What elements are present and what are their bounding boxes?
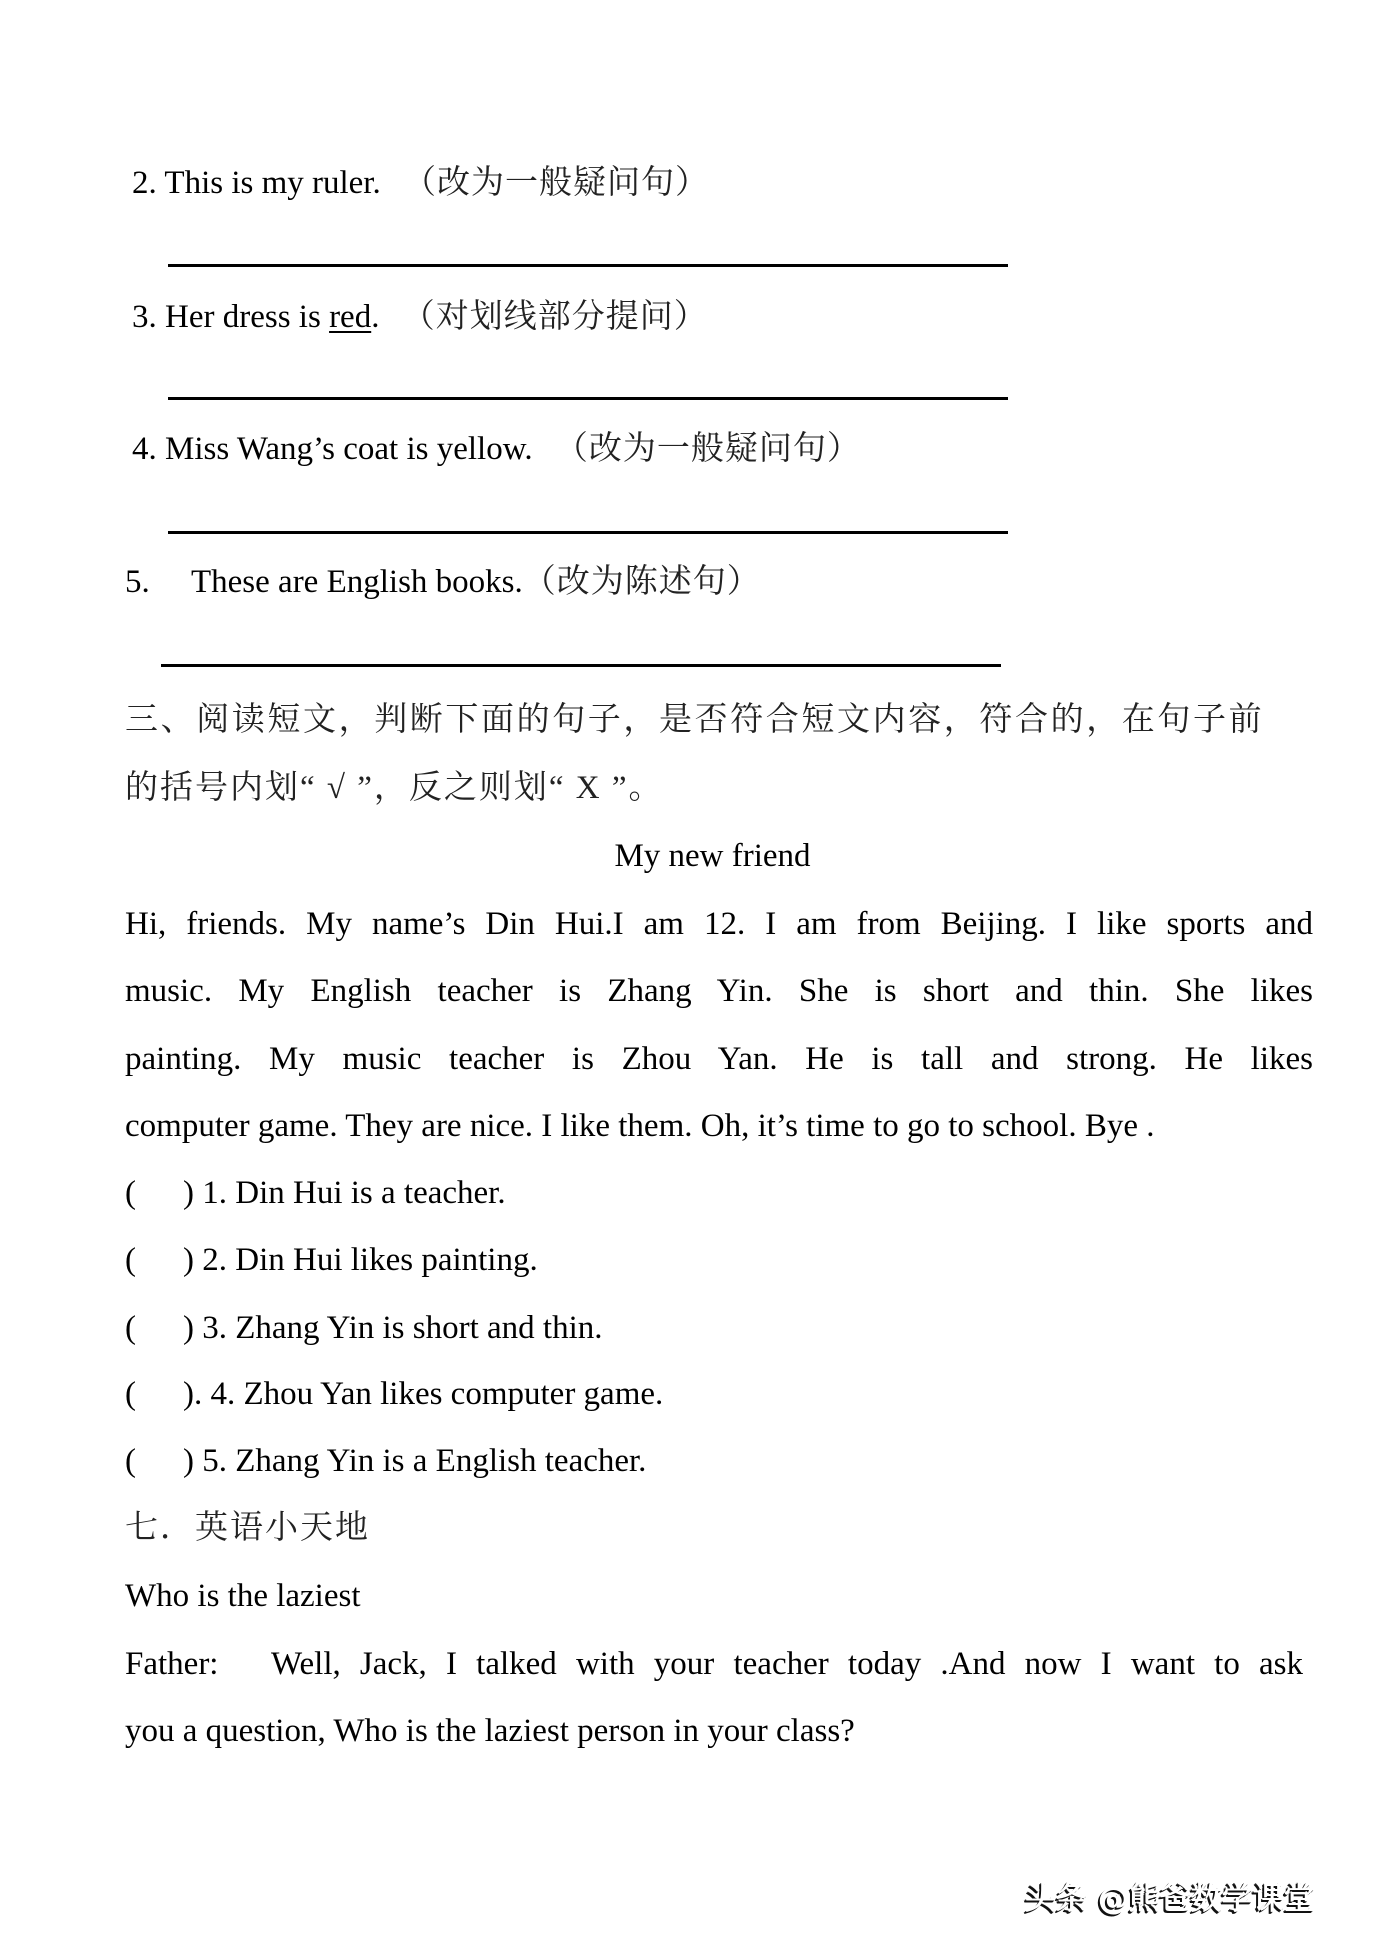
answer-bracket-open[interactable]: ( <box>125 1175 136 1211</box>
answer-line-3[interactable] <box>168 397 1008 400</box>
passage-title: My new friend <box>614 838 811 874</box>
answer-bracket-close: ) <box>183 1443 194 1479</box>
section-heading: 七．英语小天地 <box>125 1510 370 1546</box>
answer-line-5[interactable] <box>161 664 1001 667</box>
statement-text: 2. Din Hui likes painting. <box>202 1242 538 1278</box>
speaker-label: Father: <box>125 1646 219 1682</box>
item-instruction: （改为一般疑问句） <box>402 165 709 201</box>
passage-line: computer game. They are nice. I like them. Oh, it’s time to go to school. Bye . <box>125 1108 1155 1144</box>
story-title: Who is the laziest <box>125 1578 361 1614</box>
passage-line: music. My English teacher is Zhang Yin. She is short and thin. She likes <box>125 973 1313 1009</box>
statement-text: 4. Zhou Yan likes computer game. <box>202 1376 664 1412</box>
exercise-item-2 <box>132 163 709 203</box>
passage-line: painting. My music teacher is Zhou Yan. He is tall and strong. He likes <box>125 1041 1313 1077</box>
item-sentence: This is my ruler. <box>164 165 381 201</box>
answer-bracket-open[interactable]: ( <box>125 1242 136 1278</box>
passage-line: Hi, friends. My name’s Din Hui.I am 12. I am from Beijing. I like sports and <box>125 906 1313 942</box>
statement-text: 5. Zhang Yin is a English teacher. <box>202 1443 647 1479</box>
exercise-item-3 <box>132 297 708 337</box>
answer-bracket-open[interactable]: ( <box>125 1443 136 1479</box>
item-number: 5. <box>125 564 150 600</box>
answer-bracket-close: ) <box>183 1242 194 1278</box>
item-sentence-before: Her dress is <box>165 299 330 335</box>
item-number: 4. <box>132 431 157 467</box>
item-sentence: Miss Wang’s coat is yellow. <box>165 431 533 467</box>
answer-line-2[interactable] <box>168 264 1008 267</box>
answer-bracket-close: ) <box>183 1175 194 1211</box>
answer-line-4[interactable] <box>168 531 1008 534</box>
exercise-item-5 <box>125 562 761 602</box>
statement-text: 3. Zhang Yin is short and thin. <box>202 1310 603 1346</box>
statement-item <box>125 1308 603 1348</box>
item-sentence-after: . <box>371 299 380 335</box>
item-number: 2. <box>132 165 157 201</box>
statement-text: 1. Din Hui is a teacher. <box>202 1175 506 1211</box>
item-sentence: These are English books. <box>191 564 523 600</box>
underlined-word: red <box>329 299 372 335</box>
item-instruction: （改为陈述句） <box>522 564 761 600</box>
item-instruction: （改为一般疑问句） <box>554 431 861 467</box>
statement-item <box>125 1240 538 1280</box>
exercise-item-4 <box>132 429 861 469</box>
statement-item <box>125 1374 663 1414</box>
answer-bracket-open[interactable]: ( <box>125 1376 136 1412</box>
item-number: 3. <box>132 299 157 335</box>
statement-item <box>125 1173 506 1213</box>
section-instruction-line2: 的括号内划“ √ ”，反之则划“ X ”。 <box>125 770 664 806</box>
statement-item <box>125 1441 646 1481</box>
dialogue-continuation: you a question, Who is the laziest person in your class? <box>125 1713 855 1749</box>
answer-bracket-close: ). <box>183 1376 203 1412</box>
item-instruction: （对划线部分提问） <box>401 299 708 335</box>
dialogue-line <box>125 1644 1303 1684</box>
answer-bracket-open[interactable]: ( <box>125 1310 136 1346</box>
dialogue-text: Well, Jack, I talked with your teacher today .And now I want to ask <box>271 1646 1303 1682</box>
watermark: 头条 @熊爸数学课堂 <box>1025 1881 1315 1917</box>
section-instruction-line1: 三、阅读短文，判断下面的句子，是否符合短文内容，符合的，在句子前 <box>125 702 1265 738</box>
answer-bracket-close: ) <box>183 1310 194 1346</box>
